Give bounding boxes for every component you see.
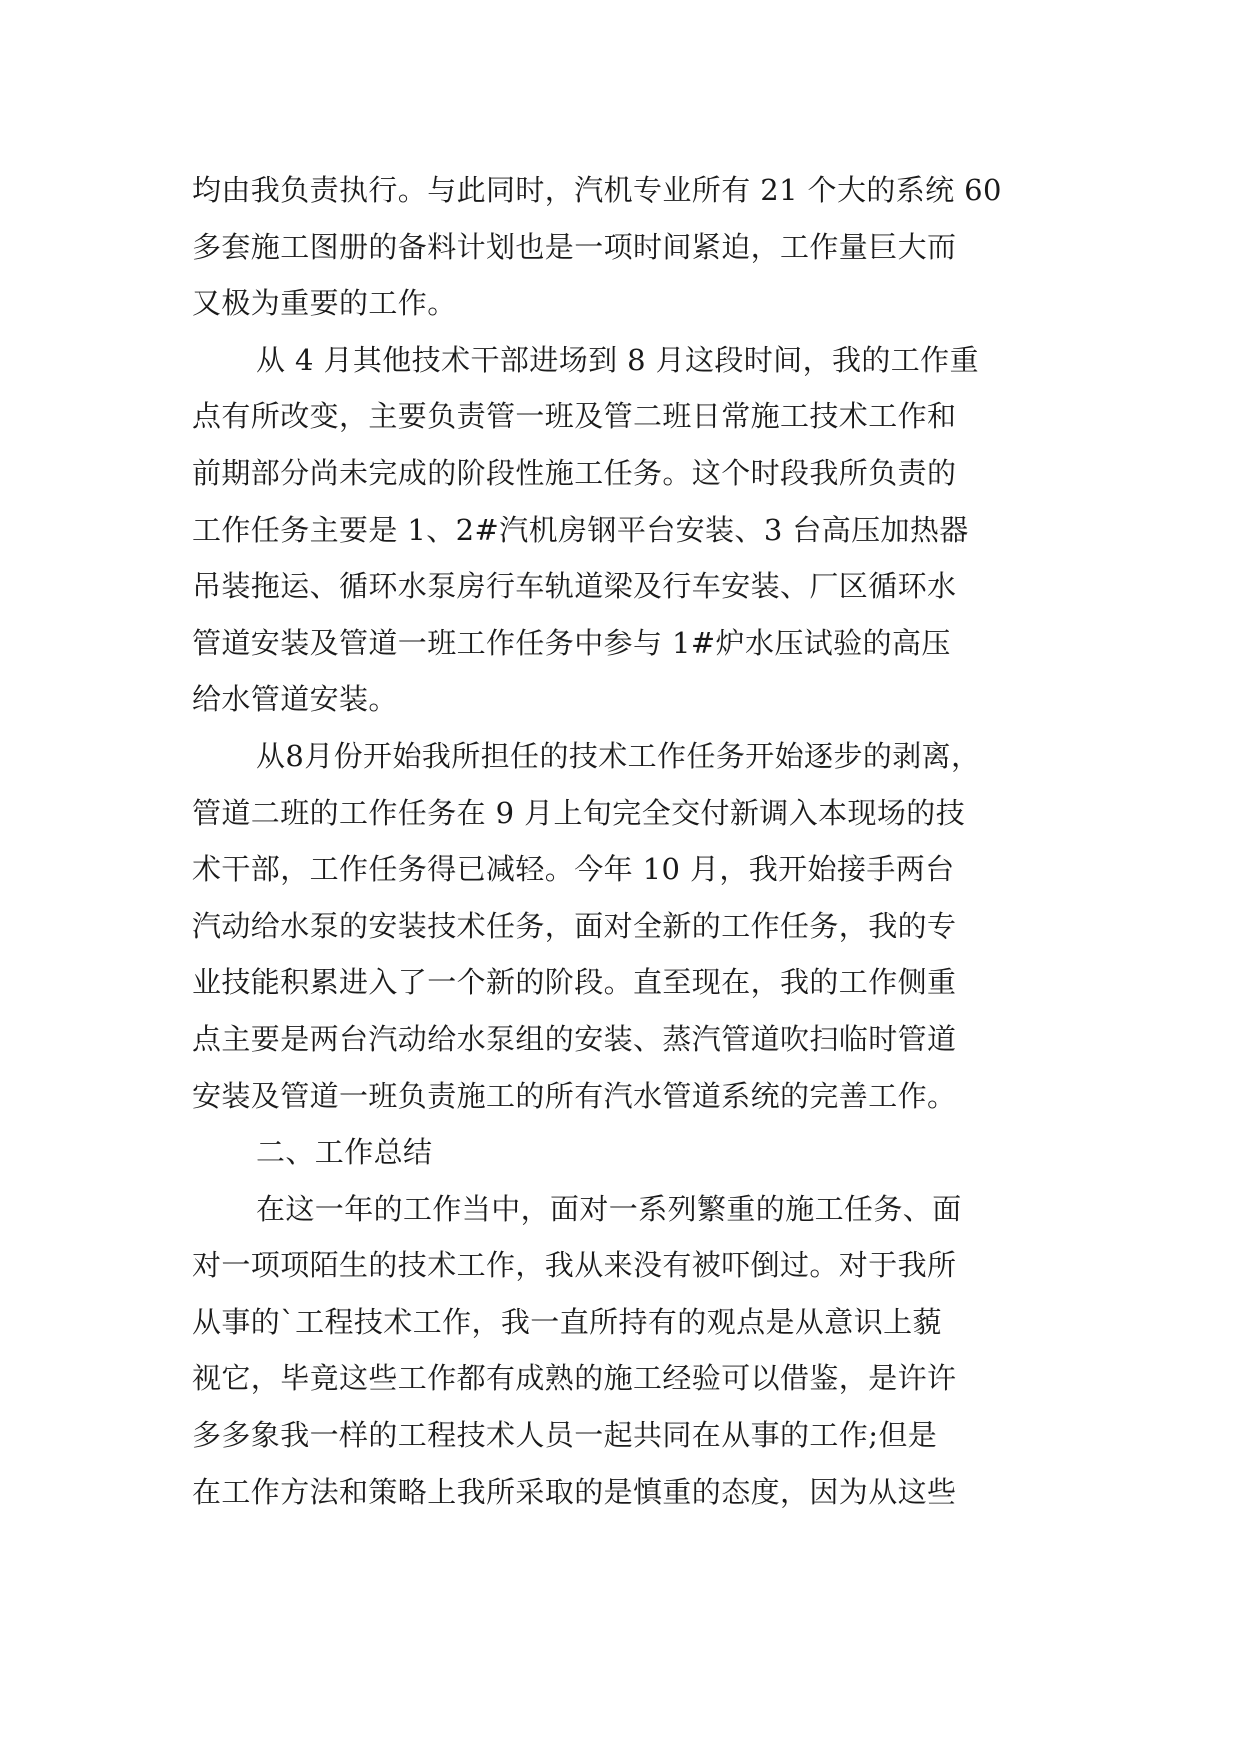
text-line: 均由我负责执行。与此同时，汽机专业所有 21 个大的系统 60	[192, 173, 1002, 207]
section-heading: 二、工作总结	[256, 1135, 433, 1170]
text-line: 从事的`工程技术工作，我一直所持有的观点是从意识上藐	[192, 1304, 942, 1339]
text-line: 从 4 月其他技术干部进场到 8 月这段时间，我的工作重	[256, 342, 979, 377]
text-line: 前期部分尚未完成的阶段性施工任务。这个时段我所负责的	[192, 455, 957, 490]
text-line: 对一项项陌生的技术工作，我从来没有被吓倒过。对于我所	[192, 1248, 957, 1283]
text-line: 多多象我一样的工程技术人员一起共同在从事的工作;但是	[192, 1418, 938, 1453]
text-line: 从8月份开始我所担任的技术工作任务开始逐步的剥离，	[256, 738, 981, 773]
body-text	[192, 162, 1052, 1520]
text-line: 管道二班的工作任务在 9 月上旬完全交付新调入本现场的技	[192, 795, 966, 830]
text-line: 给水管道安装。	[192, 682, 398, 717]
text-line: 点主要是两台汽动给水泵组的安装、蒸汽管道吹扫临时管道	[192, 1021, 957, 1056]
text-line: 点有所改变，主要负责管一班及管二班日常施工技术工作和	[192, 399, 957, 434]
text-line: 安装及管道一班负责施工的所有汽水管道系统的完善工作。	[192, 1078, 957, 1113]
text-line: 术干部，工作任务得已减轻。今年 10 月，我开始接手两台	[192, 852, 955, 887]
text-line: 又极为重要的工作。	[192, 286, 457, 321]
text-line: 在工作方法和策略上我所采取的是慎重的态度，因为从这些	[192, 1474, 957, 1509]
text-line: 汽动给水泵的安装技术任务，面对全新的工作任务，我的专	[192, 908, 957, 943]
text-line: 管道安装及管道一班工作任务中参与 1#炉水压试验的高压	[192, 625, 951, 660]
text-line: 视它，毕竟这些工作都有成熟的施工经验可以借鉴，是许许	[192, 1361, 957, 1396]
text-line: 在这一年的工作当中，面对一系列繁重的施工任务、面	[256, 1191, 962, 1226]
text-line: 工作任务主要是 1、2#汽机房钢平台安装、3 台高压加热器	[192, 512, 969, 547]
text-line: 多套施工图册的备料计划也是一项时间紧迫，工作量巨大而	[192, 229, 957, 264]
text-line: 业技能积累进入了一个新的阶段。直至现在，我的工作侧重	[192, 965, 957, 1000]
text-line: 吊装拖运、循环水泵房行车轨道梁及行车安装、厂区循环水	[192, 569, 957, 604]
